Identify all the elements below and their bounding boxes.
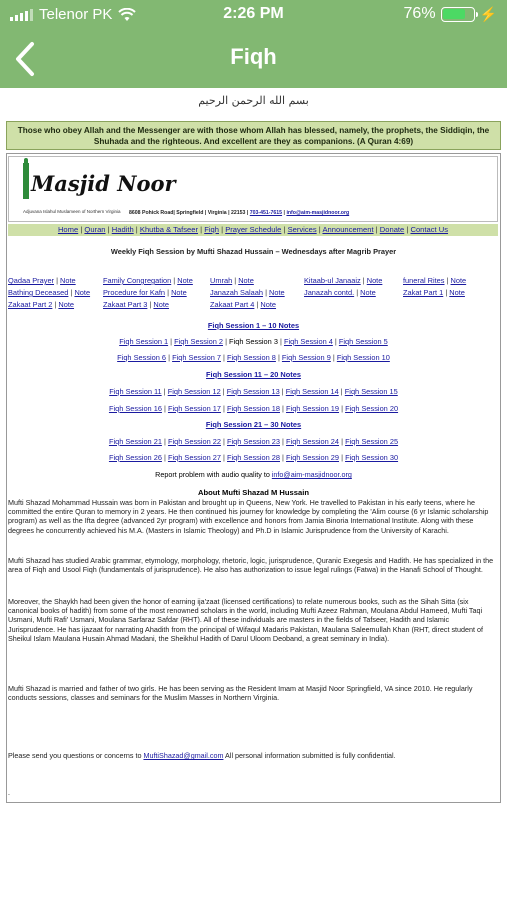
topic-cell bbox=[403, 288, 465, 297]
separator: | bbox=[68, 288, 75, 297]
minaret-icon bbox=[23, 163, 29, 199]
session-link[interactable]: Fiqh Session 11 bbox=[109, 387, 162, 396]
web-content[interactable] bbox=[0, 88, 507, 900]
separator: | bbox=[339, 453, 346, 462]
separator: | bbox=[280, 404, 287, 413]
topic-cell bbox=[210, 276, 254, 285]
session-link[interactable]: Fiqh Session 28 bbox=[227, 453, 280, 462]
session-link[interactable]: Fiqh Session 14 bbox=[285, 387, 339, 396]
session-link[interactable]: Fiqh Session 8 bbox=[227, 353, 276, 362]
separator: | bbox=[161, 437, 168, 446]
menu-item-announcement[interactable]: Announcement bbox=[322, 225, 374, 234]
session-link[interactable]: Fiqh Session 25 bbox=[345, 437, 399, 446]
site-header bbox=[8, 156, 498, 222]
session-link[interactable]: Fiqh Session 7 bbox=[172, 353, 221, 362]
separator: | bbox=[280, 437, 287, 446]
session-link[interactable]: Fiqh Session 12 bbox=[167, 387, 221, 396]
session-line-2 bbox=[0, 353, 507, 362]
separator: | bbox=[444, 276, 451, 285]
site-menu bbox=[8, 224, 498, 236]
email-link[interactable]: info@aim-masjidnoor.org bbox=[286, 210, 350, 216]
contact-text: Please send you questions or concerns to bbox=[8, 751, 144, 760]
battery-icon bbox=[441, 7, 475, 22]
report-email-link[interactable]: info@aim-masjidnoor.org bbox=[271, 470, 352, 479]
session-link[interactable]: Fiqh Session 19 bbox=[286, 404, 340, 413]
session-link[interactable]: Fiqh Session 9 bbox=[281, 353, 331, 362]
session-group-link-3[interactable]: Fiqh Session 21 – 30 Notes bbox=[205, 420, 302, 429]
session-line-4 bbox=[0, 404, 507, 413]
separator: | bbox=[52, 300, 59, 309]
bio-paragraph: Mufti Shazad Mohammad Hussain was born in Pakistan and brought up in Queens, New York. He travelled to Pakistan in his early teens, where he committed the entire Quran to memory in 2 years. He then continued his journey for knowledge by completing the 'Alim course (6 yr Islamic scholarship program) as well as the Ifta degree (advanced 2yr program) with excellence and honors from Jamia Binoria International Institute. Along with these degrees he concurrently achieved his M.A. (Masters in Islamic Theology) and Ph.D in Islamic Jurisprudence from the University of Karachi. bbox=[8, 498, 489, 535]
topic-link[interactable]: Qadaa Prayer bbox=[8, 276, 55, 285]
separator: | bbox=[263, 288, 270, 297]
bio-paragraph: Mufti Shazad has studied Arabic grammar, etymology, morphology, rhetoric, logic, jurisprudence, Quranic Exegesis and Hadith. He has specialized in the area of Fiqh and Usool Fiqh (fundamentals of jurisprudence). He also has authorization to issue legal rulings (Fatwa) in the Hanafi School of Thought. bbox=[8, 556, 494, 575]
menu-item-services[interactable]: Services bbox=[287, 225, 317, 234]
session-link[interactable]: Fiqh Session 26 bbox=[108, 453, 162, 462]
topic-note-link[interactable]: Note bbox=[260, 300, 277, 309]
separator: | bbox=[275, 353, 282, 362]
topic-note-link[interactable]: Note bbox=[449, 288, 465, 297]
session-link[interactable]: Fiqh Session 4 bbox=[283, 337, 333, 346]
menu-separator: | bbox=[404, 225, 411, 234]
session-link[interactable]: Fiqh Session 23 bbox=[227, 437, 280, 446]
topic-cell bbox=[403, 276, 466, 285]
menu-item-donate[interactable]: Donate bbox=[379, 225, 405, 234]
separator: | bbox=[283, 210, 287, 216]
separator: | bbox=[332, 337, 339, 346]
separator: | bbox=[165, 288, 172, 297]
mufti-email-link[interactable]: MuftiShazad@gmail.com bbox=[143, 751, 224, 760]
separator: | bbox=[161, 387, 168, 396]
session-group-link-1[interactable]: Fiqh Session 1 – 10 Notes bbox=[207, 321, 300, 330]
bismillah-calligraphy: بسم الله الرحمن الرحيم bbox=[198, 94, 309, 107]
weekly-session-title: Weekly Fiqh Session by Mufti Shazad Hussain – Wednesdays after Magrib Prayer bbox=[110, 247, 397, 256]
topic-link[interactable]: Procedure for Kafn bbox=[103, 288, 166, 297]
menu-separator: | bbox=[105, 225, 112, 234]
topic-link[interactable]: funeral Rites bbox=[403, 276, 445, 285]
battery-percent: 76% bbox=[403, 5, 436, 22]
menu-item-prayer-schedule[interactable]: Prayer Schedule bbox=[225, 225, 282, 234]
session-link[interactable]: Fiqh Session 30 bbox=[345, 453, 399, 462]
topic-link[interactable]: Janazah contd. bbox=[304, 288, 355, 297]
topic-link[interactable]: Zakat Part 1 bbox=[403, 288, 444, 297]
menu-separator: | bbox=[281, 225, 288, 234]
separator: | bbox=[161, 453, 168, 462]
menu-item-quran[interactable]: Quran bbox=[84, 225, 106, 234]
topic-link[interactable]: Kitaab-ul Janaaiz bbox=[304, 276, 361, 285]
topic-link[interactable]: Janazah Salaah bbox=[210, 288, 264, 297]
session-link[interactable]: Fiqh Session 22 bbox=[167, 437, 221, 446]
topic-link[interactable]: Family Congregation bbox=[103, 276, 172, 285]
session-link[interactable]: Fiqh Session 10 bbox=[336, 353, 390, 362]
session-link[interactable]: Fiqh Session 20 bbox=[345, 404, 399, 413]
bio-paragraph: Mufti Shazad is married and father of two girls. He has been serving as the Resident Imam at Masjid Noor Springfield, VA since 2010. He regularly conducts sessions, classes and seminars for the Muslim Masses in Northern Virginia. bbox=[8, 684, 473, 703]
session-link[interactable]: Fiqh Session 27 bbox=[167, 453, 221, 462]
session-line-1 bbox=[0, 337, 507, 346]
separator: | bbox=[161, 404, 168, 413]
session-link[interactable]: Fiqh Session 24 bbox=[286, 437, 340, 446]
topic-note-link[interactable]: Note bbox=[58, 300, 75, 309]
topic-note-link[interactable]: Note bbox=[366, 276, 383, 285]
session-link[interactable]: Fiqh Session 15 bbox=[344, 387, 398, 396]
quran-verse-banner: Those who obey Allah and the Messenger are with those whom Allah has blessed, namely, the prophets, the Siddiqin, the Shuhada and the righteous. And excellent are they as companions. (A Quran 4:69) bbox=[6, 121, 501, 150]
separator: | bbox=[220, 404, 227, 413]
site-logo[interactable]: Masjid Noor bbox=[31, 171, 176, 196]
session-link[interactable]: Fiqh Session 21 bbox=[108, 437, 162, 446]
separator: | bbox=[279, 387, 286, 396]
menu-item-fiqh[interactable]: Fiqh bbox=[204, 225, 219, 234]
topic-row bbox=[8, 288, 498, 299]
menu-separator: | bbox=[78, 225, 85, 234]
topic-note-link[interactable]: Note bbox=[74, 288, 91, 297]
session-link[interactable]: Fiqh Session 5 bbox=[338, 337, 388, 346]
menu-separator: | bbox=[133, 225, 140, 234]
page-title: Fiqh bbox=[230, 44, 277, 69]
separator: | bbox=[339, 437, 346, 446]
session-group-heading[interactable] bbox=[0, 370, 507, 379]
topic-row bbox=[8, 276, 498, 287]
separator: | bbox=[220, 353, 227, 362]
about-heading: About Mufti Shazad M Hussain bbox=[198, 488, 309, 497]
topic-link[interactable]: Zakaat Part 4 bbox=[210, 300, 255, 309]
separator: | bbox=[220, 453, 227, 462]
separator: | bbox=[168, 337, 175, 346]
separator: | bbox=[220, 387, 227, 396]
session-line-3 bbox=[0, 387, 507, 396]
status-bar bbox=[0, 0, 507, 30]
session-line-5 bbox=[0, 437, 507, 446]
topic-cell bbox=[103, 276, 193, 285]
menu-separator: | bbox=[219, 225, 226, 234]
report-text: Report problem with audio quality to bbox=[155, 470, 272, 479]
topic-link[interactable]: Umrah bbox=[210, 276, 233, 285]
logo-tagline: Adjuvana Islahul Muslameen of Northern Virginia bbox=[23, 209, 121, 214]
topic-cell bbox=[8, 276, 76, 285]
topic-row bbox=[8, 300, 498, 311]
session-link[interactable]: Fiqh Session 17 bbox=[167, 404, 221, 413]
topic-note-link[interactable]: Note bbox=[60, 276, 76, 285]
menu-item-home[interactable]: Home bbox=[57, 225, 79, 234]
separator: | bbox=[339, 404, 346, 413]
session-group-heading[interactable] bbox=[0, 420, 507, 429]
session-group-link-2[interactable]: Fiqh Session 11 – 20 Notes bbox=[206, 370, 301, 379]
session-link[interactable]: Fiqh Session 29 bbox=[286, 453, 340, 462]
separator: | bbox=[166, 353, 173, 362]
address-text: 8608 Pohick Road| Springfield | Virginia | 22153 | bbox=[129, 210, 249, 216]
menu-item-khutba-tafseer[interactable]: Khutba & Tafseer bbox=[139, 225, 199, 234]
topic-cell bbox=[8, 288, 90, 297]
topic-cell bbox=[8, 300, 74, 309]
topic-note-link[interactable]: Note bbox=[450, 276, 467, 285]
topic-note-link[interactable]: Note bbox=[360, 288, 376, 297]
battery-group bbox=[404, 5, 497, 23]
session-link[interactable]: Fiqh Session 13 bbox=[226, 387, 280, 396]
topic-link[interactable]: Zakaat Part 2 bbox=[8, 300, 53, 309]
phone-link[interactable]: 703-451-7615 bbox=[249, 210, 283, 216]
topic-link[interactable]: Bathing Deceased bbox=[8, 288, 69, 297]
menu-separator: | bbox=[198, 225, 205, 234]
topic-cell bbox=[304, 288, 376, 297]
separator: | bbox=[54, 276, 61, 285]
separator: | bbox=[360, 276, 367, 285]
session-link[interactable]: Fiqh Session 2 bbox=[174, 337, 224, 346]
separator: | bbox=[171, 276, 178, 285]
topic-note-link[interactable]: Note bbox=[177, 276, 193, 285]
bio-paragraph: Moreover, the Shaykh had been given the honor of earning ija'zaat (licensed certifications) to relate numerous books, such as the Sihah Sitta (six canonical books of hadith) from some of the most renowned scholars in the world, including Mufti Azeez Rahman, Moulana Abdul Hameed, Mufti Taqi Usmani, Mufti Rafi' Usmani, Moulana Sarfaraz Safdar (RHT). All of these individuals are masters in the fields of Tafseer, Hadith and Islamic Jurisprudence. He has ijazaat for narrating Ahadith from the principal of Wifaqul Madaris Pakistan, Maulana Saleemullah Khan (RHT, direct student of Sheikul Islam Maulana Husain Ahmad Madani, the Sheikhul Hadith of Darul Uloom Deoband, a great seminary in India). bbox=[8, 597, 484, 643]
topic-cell bbox=[304, 276, 382, 285]
separator: | bbox=[338, 387, 345, 396]
menu-item-contact-us[interactable]: Contact Us bbox=[410, 225, 449, 234]
separator: | bbox=[147, 300, 154, 309]
topic-note-link[interactable]: Note bbox=[153, 300, 170, 309]
topic-cell bbox=[210, 288, 285, 297]
separator: | bbox=[220, 437, 227, 446]
separator: | bbox=[443, 288, 450, 297]
session-group-heading[interactable] bbox=[0, 321, 507, 330]
session-link[interactable]: Fiqh Session 1 bbox=[119, 337, 169, 346]
topic-note-link[interactable]: Note bbox=[269, 288, 285, 297]
topic-cell bbox=[103, 288, 187, 297]
contact-line bbox=[129, 210, 349, 216]
menu-item-hadith[interactable]: Hadith bbox=[111, 225, 134, 234]
contact-paragraph bbox=[8, 751, 495, 760]
trailing-dot: . bbox=[8, 790, 10, 797]
charging-bolt-icon: ⚡ bbox=[479, 5, 497, 22]
session-line-6 bbox=[0, 453, 507, 462]
separator: | bbox=[280, 453, 287, 462]
topic-cell bbox=[103, 300, 169, 309]
separator: | bbox=[223, 337, 230, 346]
session-link[interactable]: Fiqh Session 18 bbox=[227, 404, 280, 413]
topic-link[interactable]: Zakaat Part 3 bbox=[103, 300, 148, 309]
separator: | bbox=[254, 300, 261, 309]
separator: | bbox=[354, 288, 361, 297]
session-link: Fiqh Session 3 bbox=[229, 337, 278, 346]
menu-separator: | bbox=[373, 225, 380, 234]
separator: | bbox=[277, 337, 284, 346]
status-time: 2:26 PM bbox=[223, 5, 284, 22]
session-link[interactable]: Fiqh Session 6 bbox=[117, 353, 167, 362]
battery-level bbox=[443, 9, 465, 19]
session-link[interactable]: Fiqh Session 16 bbox=[108, 404, 162, 413]
carrier-name: Telenor PK bbox=[39, 6, 113, 23]
separator: | bbox=[330, 353, 337, 362]
topic-note-link[interactable]: Note bbox=[171, 288, 187, 297]
navigation-bar bbox=[0, 30, 507, 88]
contact-suffix: All personal information submitted is fully confidential. bbox=[223, 751, 396, 760]
topic-cell bbox=[210, 300, 276, 309]
menu-separator: | bbox=[316, 225, 323, 234]
topic-note-link[interactable]: Note bbox=[238, 276, 254, 285]
report-problem-line bbox=[0, 470, 507, 479]
separator: | bbox=[232, 276, 239, 285]
